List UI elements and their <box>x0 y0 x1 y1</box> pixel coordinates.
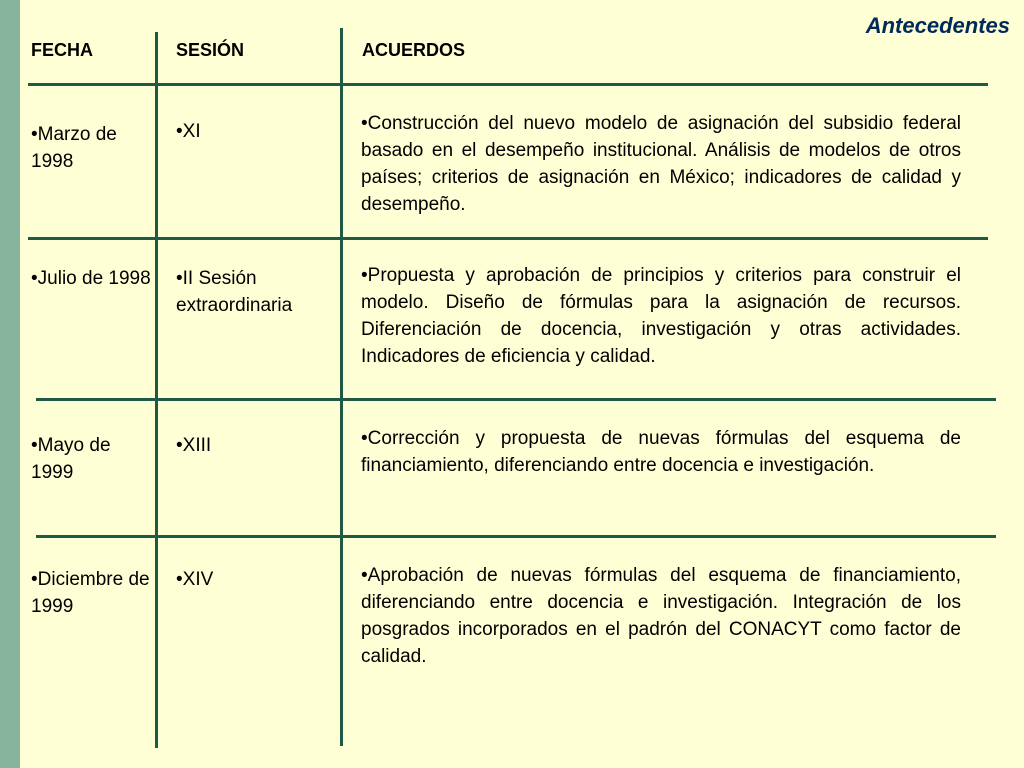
row-4-acuerdo: •Aprobación de nuevas fórmulas del esquema de financiamiento, diferenciando entre docencia e investigación. Integración de los posgrados incorporados en el padrón del CONACYT como factor de calidad. <box>361 565 961 667</box>
row-divider-2 <box>36 398 996 401</box>
header-acuerdos: ACUERDOS <box>362 40 466 60</box>
row-divider-header <box>28 83 988 86</box>
row-1-acuerdo: •Construcción del nuevo modelo de asignación del subsidio federal basado en el desempeño institucional. Análisis de modelos de otros países; criterios de asignación en México; indicadores de calidad y desempeño. <box>361 113 961 215</box>
decorative-sidebar-strip <box>0 0 20 768</box>
header-sesion: SESIÓN <box>176 40 245 60</box>
header-fecha: FECHA <box>31 40 93 60</box>
row-2-acuerdo: •Propuesta y aprobación de principios y criterios para construir el modelo. Diseño de fórmulas para la asignación de recursos. Diferenciación de docencia, investigación y otras actividades. Indicadores de eficiencia y calidad. <box>361 265 961 367</box>
page-title: Antecedentes <box>865 13 1010 38</box>
row-divider-1 <box>28 237 988 240</box>
row-4-sesion: •XIV <box>176 569 214 590</box>
column-divider-1 <box>155 32 158 748</box>
row-2-sesion: •II Sesión extraordinaria <box>176 268 293 316</box>
row-3-sesion: •XIII <box>176 435 212 456</box>
row-1-sesion: •XI <box>176 121 201 142</box>
column-divider-2 <box>340 28 343 746</box>
row-1-fecha: •Marzo de 1998 <box>31 124 117 172</box>
row-divider-3 <box>36 535 996 538</box>
row-2-fecha: •Julio de 1998 <box>31 268 151 289</box>
row-3-acuerdo: •Corrección y propuesta de nuevas fórmulas del esquema de financiamiento, diferenciando entre docencia e investigación. <box>361 428 961 476</box>
row-4-fecha: •Diciembre de 1999 <box>31 569 150 617</box>
row-3-fecha: •Mayo de 1999 <box>31 435 111 483</box>
